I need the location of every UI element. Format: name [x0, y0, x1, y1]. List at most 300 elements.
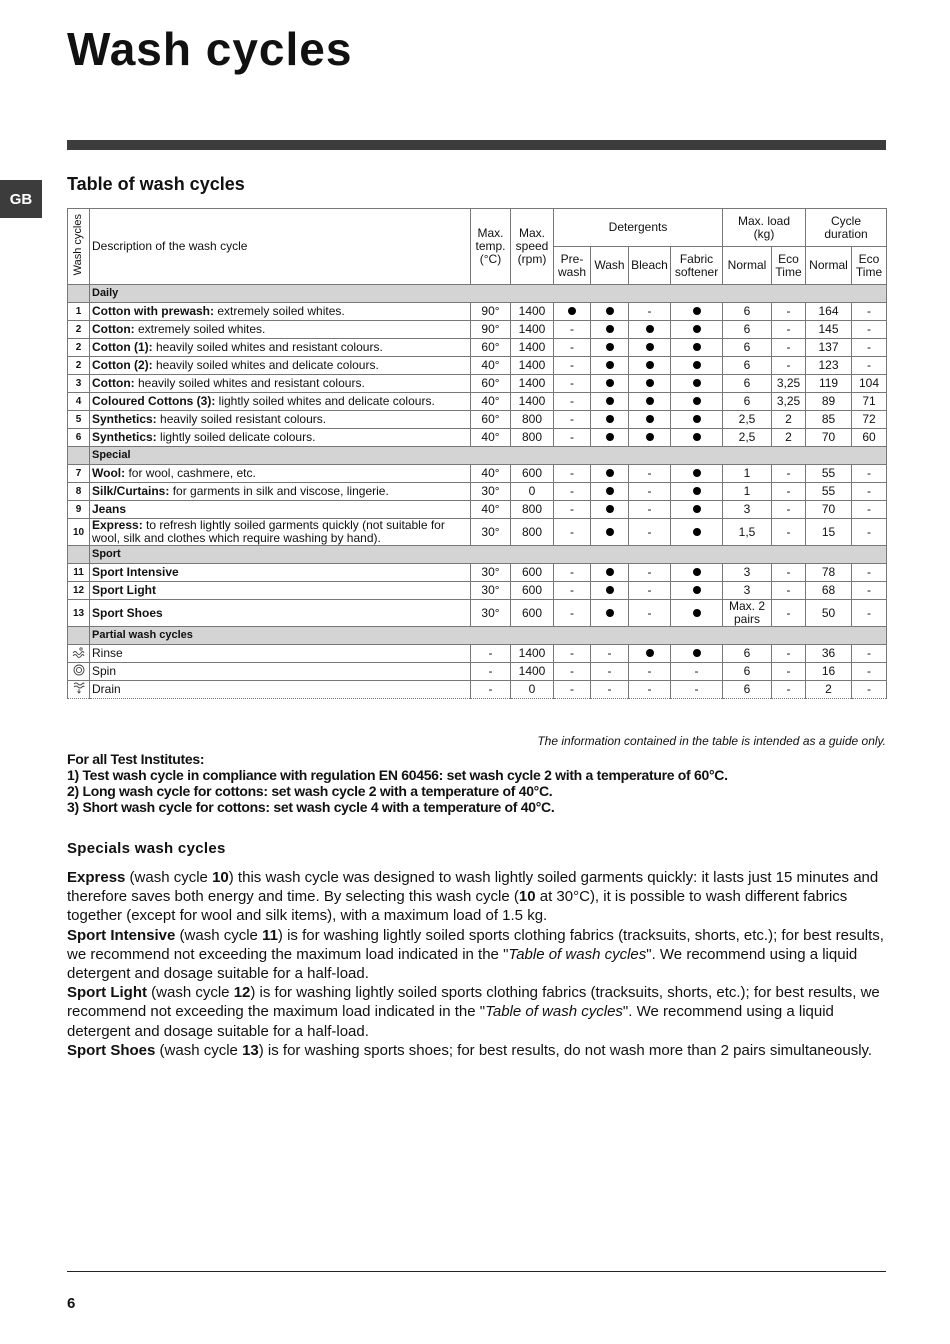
temp-cell: 40°	[471, 501, 511, 519]
dur_eco-cell: -	[852, 564, 887, 582]
load_normal-cell: 6	[723, 645, 772, 663]
temp-cell: -	[471, 681, 511, 699]
load_normal-cell: 6	[723, 339, 772, 357]
speed-cell: 600	[511, 600, 554, 627]
softener-cell	[671, 564, 723, 582]
bleach-cell	[629, 339, 671, 357]
dot-icon	[646, 433, 654, 441]
specials-heading: Specials wash cycles	[67, 840, 226, 857]
cycle-description: Drain	[90, 681, 471, 699]
table-row	[68, 303, 887, 321]
bleach-cell: -	[629, 663, 671, 681]
table-row	[68, 429, 887, 447]
softener-cell	[671, 501, 723, 519]
table-row	[68, 600, 887, 627]
dot-icon	[693, 586, 701, 594]
load-normal-header: Normal	[723, 247, 772, 285]
load_normal-cell: 6	[723, 321, 772, 339]
dur_normal-cell: 36	[806, 645, 852, 663]
bleach-cell: -	[629, 564, 671, 582]
spin-icon	[68, 663, 90, 681]
dot-icon	[693, 307, 701, 315]
cycle-number: 7	[68, 465, 90, 483]
softener-cell: -	[671, 681, 723, 699]
load_normal-cell: 3	[723, 501, 772, 519]
cycle-description: Sport Shoes	[90, 600, 471, 627]
load_normal-cell: 6	[723, 393, 772, 411]
load_normal-cell: 2,5	[723, 429, 772, 447]
cycle-number: 10	[68, 519, 90, 546]
cycle-number: 2	[68, 357, 90, 375]
load_normal-cell: 1	[723, 483, 772, 501]
bleach-cell: -	[629, 519, 671, 546]
test-institutes-heading: For all Test Institutes:	[67, 751, 205, 767]
rinse-icon	[68, 645, 90, 663]
dot-icon	[693, 487, 701, 495]
drain-icon	[68, 681, 90, 699]
speed-cell: 800	[511, 429, 554, 447]
table-row	[68, 375, 887, 393]
sport-intensive-paragraph: Sport Intensive (wash cycle 11) is for washing lightly soiled sports clothing fabrics (tracksuits, shorts, etc.); for best results, we recommend not exceeding the maximum load indicated in the "Table of wash cycles". We recommend using a liquid detergent and dosage suitable for a half-load.	[67, 926, 884, 983]
section-label: Special	[90, 447, 887, 465]
dur_normal-cell: 15	[806, 519, 852, 546]
dot-icon	[606, 361, 614, 369]
language-tab: GB	[0, 180, 42, 218]
dot-icon	[606, 469, 614, 477]
load_eco-cell: -	[772, 501, 806, 519]
prewash-cell: -	[554, 393, 591, 411]
temp-cell: 30°	[471, 483, 511, 501]
prewash-cell: -	[554, 321, 591, 339]
table-row	[68, 321, 887, 339]
prewash-cell: -	[554, 501, 591, 519]
bleach-header: Bleach	[629, 247, 671, 285]
wash-cell	[591, 339, 629, 357]
softener-cell	[671, 429, 723, 447]
dot-icon	[606, 415, 614, 423]
dur_normal-cell: 164	[806, 303, 852, 321]
table-row	[68, 357, 887, 375]
wash-cell: -	[591, 681, 629, 699]
cycle-description: Cotton with prewash: extremely soiled whites.	[90, 303, 471, 321]
dot-icon	[606, 433, 614, 441]
load_normal-cell: 6	[723, 375, 772, 393]
table-row	[68, 465, 887, 483]
dot-icon	[693, 505, 701, 513]
dur_normal-cell: 119	[806, 375, 852, 393]
dur_eco-cell: -	[852, 681, 887, 699]
speed-cell: 600	[511, 582, 554, 600]
table-row	[68, 501, 887, 519]
dot-icon	[606, 528, 614, 536]
table-row	[68, 519, 887, 546]
prewash-cell: -	[554, 519, 591, 546]
table-row	[68, 582, 887, 600]
dur_eco-cell: 71	[852, 393, 887, 411]
cycle-description: Coloured Cottons (3): lightly soiled whites and delicate colours.	[90, 393, 471, 411]
cycle-number: 4	[68, 393, 90, 411]
dot-icon	[606, 379, 614, 387]
speed-cell: 1400	[511, 393, 554, 411]
speed-cell: 1400	[511, 339, 554, 357]
dot-icon	[606, 307, 614, 315]
load_normal-cell: 1	[723, 465, 772, 483]
speed-cell: 600	[511, 564, 554, 582]
bleach-cell: -	[629, 483, 671, 501]
cycle-number: 13	[68, 600, 90, 627]
dot-icon	[606, 325, 614, 333]
test-note: 1) Test wash cycle in compliance with regulation EN 60456: set wash cycle 2 with a temperature of 60°C.	[67, 767, 728, 783]
temp-cell: -	[471, 663, 511, 681]
wash-header: Wash	[591, 247, 629, 285]
softener-cell	[671, 483, 723, 501]
cycle-description: Synthetics: heavily soiled resistant colours.	[90, 411, 471, 429]
max-speed-header: Max. speed (rpm)	[511, 209, 554, 285]
cycle-description: Synthetics: lightly soiled delicate colours.	[90, 429, 471, 447]
table-row	[68, 411, 887, 429]
speed-cell: 800	[511, 501, 554, 519]
dot-icon	[693, 361, 701, 369]
dot-icon	[693, 325, 701, 333]
dur_normal-cell: 50	[806, 600, 852, 627]
prewash-cell: -	[554, 339, 591, 357]
dur_eco-cell: 104	[852, 375, 887, 393]
prewash-cell: -	[554, 483, 591, 501]
dot-icon	[568, 307, 576, 315]
dur_normal-cell: 68	[806, 582, 852, 600]
load_eco-cell: -	[772, 600, 806, 627]
dur_eco-cell: -	[852, 582, 887, 600]
load_normal-cell: 2,5	[723, 411, 772, 429]
cycle-number: 12	[68, 582, 90, 600]
load_eco-cell: -	[772, 357, 806, 375]
dur_normal-cell: 145	[806, 321, 852, 339]
temp-cell: 40°	[471, 465, 511, 483]
load_eco-cell: -	[772, 645, 806, 663]
dot-icon	[606, 397, 614, 405]
express-paragraph: Express (wash cycle 10) this wash cycle was designed to wash lightly soiled garments quickly: it lasts just 15 minutes and therefore saves both energy and time. By selecting this wash cycle (10 at 30°C), it is possible to wash different fabrics together (except for wool and silk items), with a maximum load of 1.5 kg.	[67, 869, 879, 925]
softener-cell	[671, 339, 723, 357]
duration-eco-header: Eco Time	[852, 247, 887, 285]
description-header: Description of the wash cycle	[90, 209, 471, 285]
softener-cell	[671, 645, 723, 663]
load_normal-cell: 1,5	[723, 519, 772, 546]
footer-divider	[67, 1271, 886, 1272]
prewash-cell: -	[554, 582, 591, 600]
cycle-description: Silk/Curtains: for garments in silk and viscose, lingerie.	[90, 483, 471, 501]
dot-icon	[693, 528, 701, 536]
softener-cell	[671, 465, 723, 483]
cycle-description: Rinse	[90, 645, 471, 663]
specials-text	[67, 868, 889, 1060]
temp-cell: 30°	[471, 519, 511, 546]
dot-icon	[693, 415, 701, 423]
softener-cell	[671, 393, 723, 411]
table-row	[68, 564, 887, 582]
table-row	[68, 483, 887, 501]
dot-icon	[693, 343, 701, 351]
softener-cell	[671, 357, 723, 375]
temp-cell: 30°	[471, 582, 511, 600]
temp-cell: 40°	[471, 429, 511, 447]
dur_normal-cell: 85	[806, 411, 852, 429]
cycle-description: Cotton (2): heavily soiled whites and delicate colours.	[90, 357, 471, 375]
wash-cell	[591, 429, 629, 447]
duration-normal-header: Normal	[806, 247, 852, 285]
dot-icon	[646, 649, 654, 657]
temp-cell: 60°	[471, 375, 511, 393]
dur_eco-cell: -	[852, 519, 887, 546]
dur_normal-cell: 55	[806, 483, 852, 501]
load_normal-cell: 3	[723, 564, 772, 582]
dur_eco-cell: -	[852, 645, 887, 663]
bleach-cell	[629, 357, 671, 375]
load_normal-cell: Max. 2 pairs	[723, 600, 772, 627]
dur_eco-cell: -	[852, 357, 887, 375]
guide-note: The information contained in the table is intended as a guide only.	[537, 734, 886, 748]
load_normal-cell: 6	[723, 663, 772, 681]
load_eco-cell: -	[772, 339, 806, 357]
temp-cell: 30°	[471, 564, 511, 582]
speed-cell: 1400	[511, 303, 554, 321]
dur_eco-cell: -	[852, 663, 887, 681]
speed-cell: 600	[511, 465, 554, 483]
softener-cell	[671, 321, 723, 339]
softener-header: Fabric softener	[671, 247, 723, 285]
speed-cell: 1400	[511, 321, 554, 339]
cycle-description: Sport Light	[90, 582, 471, 600]
dot-icon	[646, 397, 654, 405]
load_eco-cell: -	[772, 303, 806, 321]
cycle-number: 5	[68, 411, 90, 429]
speed-cell: 1400	[511, 375, 554, 393]
table-row	[68, 393, 887, 411]
test-institutes-notes	[67, 751, 728, 815]
dot-icon	[646, 325, 654, 333]
dot-icon	[693, 609, 701, 617]
table-row	[68, 339, 887, 357]
dur_normal-cell: 16	[806, 663, 852, 681]
section-title: Table of wash cycles	[67, 174, 245, 194]
dur_eco-cell: -	[852, 501, 887, 519]
dur_normal-cell: 78	[806, 564, 852, 582]
load_eco-cell: -	[772, 519, 806, 546]
dur_normal-cell: 70	[806, 429, 852, 447]
dot-icon	[693, 433, 701, 441]
dot-icon	[693, 397, 701, 405]
softener-cell	[671, 303, 723, 321]
cycle-duration-header: Cycle duration	[806, 209, 887, 247]
bleach-cell: -	[629, 501, 671, 519]
bleach-cell	[629, 429, 671, 447]
wash-cell	[591, 375, 629, 393]
temp-cell: 40°	[471, 393, 511, 411]
wash-cell	[591, 465, 629, 483]
dur_eco-cell: -	[852, 303, 887, 321]
sport-shoes-paragraph: Sport Shoes (wash cycle 13) is for washing sports shoes; for best results, do not wash more than 2 pairs simultaneously.	[67, 1041, 873, 1059]
speed-cell: 0	[511, 483, 554, 501]
speed-cell: 800	[511, 411, 554, 429]
dot-icon	[606, 586, 614, 594]
cycle-number: 3	[68, 375, 90, 393]
speed-cell: 1400	[511, 645, 554, 663]
detergents-header: Detergents	[554, 209, 723, 247]
prewash-cell	[554, 303, 591, 321]
sport-light-paragraph: Sport Light (wash cycle 12) is for washing lightly soiled sports clothing fabrics (tracksuits, shorts, etc.); for best results, we recommend not exceeding the maximum load indicated in the "Table of wash cycles". We recommend using a liquid detergent and dosage suitable for a half-load.	[67, 984, 880, 1040]
dur_normal-cell: 123	[806, 357, 852, 375]
load-eco-header: Eco Time	[772, 247, 806, 285]
dur_eco-cell: -	[852, 321, 887, 339]
temp-cell: 60°	[471, 411, 511, 429]
section-label: Sport	[90, 546, 887, 564]
temp-cell: 90°	[471, 321, 511, 339]
speed-cell: 1400	[511, 357, 554, 375]
speed-cell: 800	[511, 519, 554, 546]
dot-icon	[606, 343, 614, 351]
speed-cell: 0	[511, 681, 554, 699]
dur_eco-cell: -	[852, 339, 887, 357]
softener-cell	[671, 519, 723, 546]
temp-cell: 90°	[471, 303, 511, 321]
load_normal-cell: 6	[723, 303, 772, 321]
bleach-cell: -	[629, 582, 671, 600]
cycle-number: 6	[68, 429, 90, 447]
dot-icon	[646, 343, 654, 351]
load_eco-cell: -	[772, 465, 806, 483]
softener-cell	[671, 411, 723, 429]
cycle-number: 1	[68, 303, 90, 321]
dot-icon	[693, 379, 701, 387]
dot-icon	[693, 568, 701, 576]
prewash-cell: -	[554, 564, 591, 582]
title-divider	[67, 140, 886, 150]
dot-icon	[606, 568, 614, 576]
table-body	[68, 285, 887, 699]
cycle-number: 9	[68, 501, 90, 519]
section-row	[68, 627, 887, 645]
table-row	[68, 681, 887, 699]
cycle-number: 11	[68, 564, 90, 582]
prewash-cell: -	[554, 429, 591, 447]
dur_eco-cell: 60	[852, 429, 887, 447]
load_eco-cell: -	[772, 483, 806, 501]
dur_eco-cell: -	[852, 600, 887, 627]
bleach-cell	[629, 393, 671, 411]
dur_eco-cell: -	[852, 483, 887, 501]
dur_normal-cell: 55	[806, 465, 852, 483]
section-row	[68, 447, 887, 465]
wash-cell	[591, 303, 629, 321]
max-temp-header: Max. temp. (°C)	[471, 209, 511, 285]
bleach-cell	[629, 411, 671, 429]
wash-cycles-header: Wash cycles	[68, 209, 90, 285]
load_eco-cell: -	[772, 663, 806, 681]
bleach-cell: -	[629, 465, 671, 483]
prewash-cell: -	[554, 600, 591, 627]
cycle-description: Cotton (1): heavily soiled whites and resistant colours.	[90, 339, 471, 357]
dur_normal-cell: 137	[806, 339, 852, 357]
wash-cell	[591, 519, 629, 546]
section-row	[68, 546, 887, 564]
load_eco-cell: 3,25	[772, 393, 806, 411]
dur_eco-cell: -	[852, 465, 887, 483]
wash-cell	[591, 393, 629, 411]
table-row	[68, 663, 887, 681]
dot-icon	[646, 379, 654, 387]
load_normal-cell: 3	[723, 582, 772, 600]
wash-cell	[591, 411, 629, 429]
dur_normal-cell: 70	[806, 501, 852, 519]
prewash-cell: -	[554, 411, 591, 429]
bleach-cell	[629, 375, 671, 393]
prewash-header: Pre- wash	[554, 247, 591, 285]
section-label: Partial wash cycles	[90, 627, 887, 645]
cycle-number: 2	[68, 339, 90, 357]
cycle-number: 8	[68, 483, 90, 501]
dot-icon	[606, 505, 614, 513]
softener-cell	[671, 582, 723, 600]
load_normal-cell: 6	[723, 681, 772, 699]
prewash-cell: -	[554, 645, 591, 663]
wash-cell	[591, 483, 629, 501]
temp-cell: -	[471, 645, 511, 663]
prewash-cell: -	[554, 663, 591, 681]
test-note: 3) Short wash cycle for cottons: set wash cycle 4 with a temperature of 40°C.	[67, 799, 555, 815]
temp-cell: 60°	[471, 339, 511, 357]
bleach-cell	[629, 645, 671, 663]
cycle-description: Spin	[90, 663, 471, 681]
load_eco-cell: -	[772, 321, 806, 339]
bleach-cell: -	[629, 600, 671, 627]
wash-cell	[591, 600, 629, 627]
wash-cell: -	[591, 645, 629, 663]
page-title: Wash cycles	[67, 23, 353, 75]
softener-cell	[671, 600, 723, 627]
load_eco-cell: 2	[772, 411, 806, 429]
max-load-header: Max. load (kg)	[723, 209, 806, 247]
wash-cell	[591, 582, 629, 600]
prewash-cell: -	[554, 465, 591, 483]
temp-cell: 30°	[471, 600, 511, 627]
dot-icon	[606, 609, 614, 617]
softener-cell: -	[671, 663, 723, 681]
softener-cell	[671, 375, 723, 393]
speed-cell: 1400	[511, 663, 554, 681]
dur_eco-cell: 72	[852, 411, 887, 429]
wash-cell	[591, 564, 629, 582]
bleach-cell: -	[629, 681, 671, 699]
load_eco-cell: -	[772, 681, 806, 699]
load_normal-cell: 6	[723, 357, 772, 375]
dot-icon	[693, 649, 701, 657]
load_eco-cell: -	[772, 564, 806, 582]
prewash-cell: -	[554, 357, 591, 375]
cycle-description: Wool: for wool, cashmere, etc.	[90, 465, 471, 483]
table-row	[68, 645, 887, 663]
cycle-description: Jeans	[90, 501, 471, 519]
prewash-cell: -	[554, 681, 591, 699]
dur_normal-cell: 89	[806, 393, 852, 411]
cycle-number: 2	[68, 321, 90, 339]
cycle-description: Express: to refresh lightly soiled garments quickly (not suitable for wool, silk and clothes which require washing by hand).	[90, 519, 471, 546]
bleach-cell	[629, 321, 671, 339]
cycle-description: Cotton: heavily soiled whites and resistant colours.	[90, 375, 471, 393]
dur_normal-cell: 2	[806, 681, 852, 699]
dot-icon	[646, 415, 654, 423]
prewash-cell: -	[554, 375, 591, 393]
cycle-description: Sport Intensive	[90, 564, 471, 582]
section-row	[68, 285, 887, 303]
